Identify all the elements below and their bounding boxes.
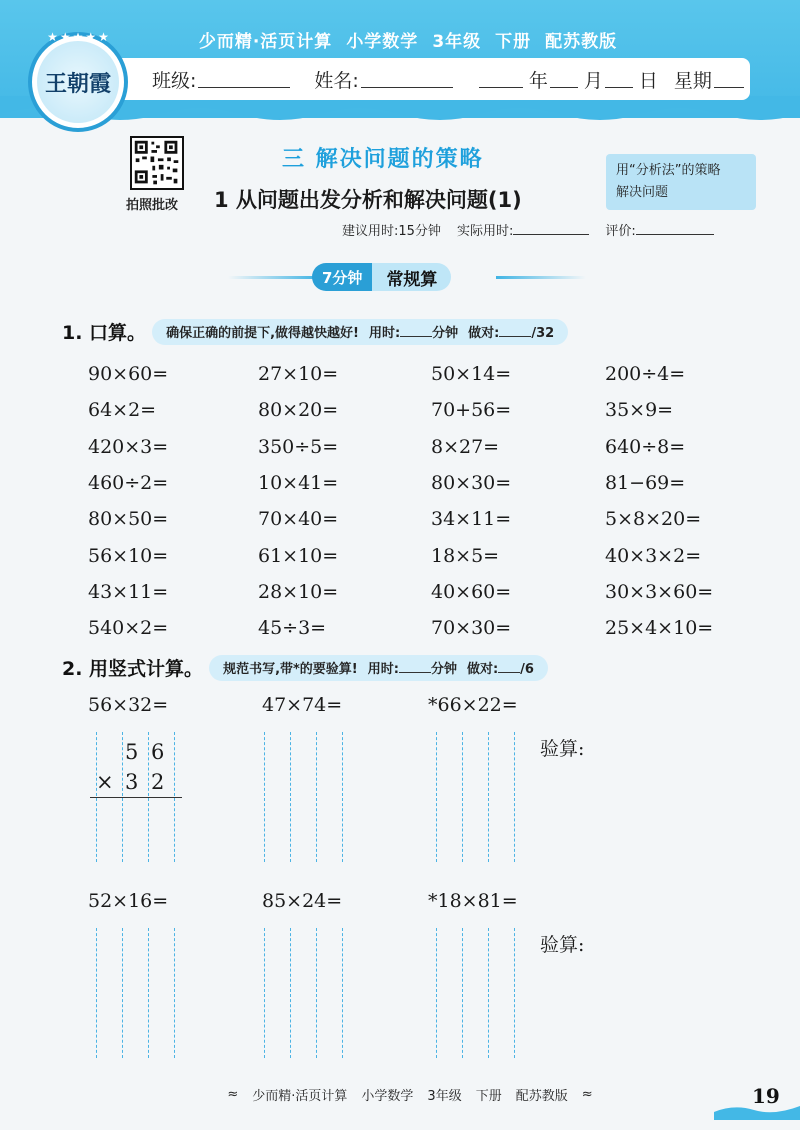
- strategy-tip-box: [606, 154, 756, 210]
- mental-math-item: 10×41=: [258, 472, 339, 495]
- q2-correct-label: 做对:: [466, 662, 499, 677]
- mental-math-item: 5×8×20=: [605, 508, 702, 531]
- vertical-calc-expression: *66×22=: [428, 694, 518, 716]
- mental-math-item: 420×3=: [88, 435, 169, 458]
- mental-math-item: 8×27=: [431, 435, 500, 458]
- dashed-guide: [342, 732, 343, 862]
- example-digit: 5: [125, 740, 139, 764]
- weekday-label: 星期: [673, 69, 712, 92]
- q2-time-field[interactable]: [399, 661, 431, 673]
- name-field[interactable]: [361, 70, 453, 88]
- mental-math-item: 80×20=: [258, 399, 339, 422]
- brand-logo: [28, 32, 128, 132]
- q2-total: /6: [520, 662, 534, 677]
- mental-math-item: 70×30=: [431, 617, 512, 640]
- mental-math-item: 640÷8=: [605, 435, 686, 458]
- q2-hint: 规范书写,带*的要验算!: [223, 662, 358, 677]
- unit-title: 三 解决问题的策略: [282, 147, 484, 172]
- mental-math-item: 70×40=: [258, 508, 339, 531]
- student-info-panel: [110, 58, 750, 100]
- q1-time-label: 用时:: [368, 326, 401, 341]
- vertical-calc-expression: *18×81=: [428, 890, 518, 912]
- dashed-guide: [316, 732, 317, 862]
- class-label: 班级:: [152, 69, 197, 92]
- banner-item-edition: 配苏教版: [545, 31, 618, 52]
- rating-field[interactable]: [636, 221, 714, 235]
- name-label: 姓名:: [314, 69, 359, 92]
- vertical-calc-expression: 85×24=: [262, 890, 343, 912]
- lesson-title: 1 从问题出发分析和解决问题(1): [214, 188, 522, 212]
- q2-header: [62, 654, 548, 681]
- dashed-guide: [264, 732, 265, 862]
- q1-time-unit: 分钟: [432, 326, 459, 341]
- mental-math-item: 81−69=: [605, 472, 686, 495]
- mental-math-item: 460÷2=: [88, 472, 169, 495]
- check-label: 验算:: [540, 738, 585, 760]
- mental-math-item: 70+56=: [431, 399, 512, 422]
- dashed-guide: [436, 732, 437, 862]
- vertical-calc-expression: 56×32=: [88, 694, 169, 716]
- logo-stars-icon: ★★★★★: [47, 30, 111, 44]
- dashed-guide: [436, 928, 437, 1058]
- mental-math-item: 40×60=: [431, 580, 512, 603]
- mental-math-item: 40×3×2=: [605, 544, 702, 567]
- mental-math-item: 56×10=: [88, 544, 169, 567]
- mental-math-item: 61×10=: [258, 544, 339, 567]
- day-field[interactable]: [605, 70, 633, 88]
- q1-total: /32: [531, 326, 555, 341]
- q1-time-field[interactable]: [400, 325, 432, 337]
- q2-time-label: 用时:: [367, 662, 399, 677]
- banner-item-series: 少而精·活页计算: [198, 31, 333, 52]
- dashed-guide: [514, 732, 515, 862]
- section-minutes: 7分钟: [312, 263, 372, 291]
- q2-hint-pill: [209, 655, 548, 681]
- vertical-calc-expression: 52×16=: [88, 890, 169, 912]
- tip-line-2: 解决问题: [616, 185, 669, 200]
- year-field[interactable]: [479, 70, 523, 88]
- q1-hint-pill: [152, 319, 568, 345]
- banner-item-grade: 3年级: [432, 31, 482, 52]
- dashed-guide: [148, 928, 149, 1058]
- header-banner: [188, 22, 628, 56]
- month-field[interactable]: [550, 70, 578, 88]
- day-label: 日: [638, 69, 658, 92]
- logo-text: 王朝霞: [37, 41, 119, 123]
- mental-math-item: 18×5=: [431, 544, 500, 567]
- year-label: 年: [528, 69, 548, 92]
- q1-correct-label: 做对:: [468, 326, 500, 341]
- example-digit: 2: [151, 770, 165, 794]
- q2-time-unit: 分钟: [430, 662, 457, 677]
- footer-wave-icon: ≈: [227, 1086, 239, 1102]
- weekday-field[interactable]: [714, 70, 744, 88]
- mental-math-item: 34×11=: [431, 508, 512, 531]
- dashed-guide: [96, 928, 97, 1058]
- qr-code-icon[interactable]: [130, 136, 184, 190]
- dashed-guide: [316, 928, 317, 1058]
- section-name: 常规算: [372, 263, 451, 291]
- section-divider-right: [496, 276, 586, 279]
- dashed-guide: [488, 732, 489, 862]
- mental-math-item: 25×4×10=: [605, 617, 714, 640]
- example-sign: ×: [96, 770, 114, 794]
- footer-item: 3年级: [427, 1088, 462, 1104]
- mental-math-item: 80×30=: [431, 472, 512, 495]
- page-swoosh-icon: [714, 1100, 800, 1120]
- dashed-guide: [462, 928, 463, 1058]
- mental-math-item: 27×10=: [258, 363, 339, 386]
- mental-math-item: 43×11=: [88, 580, 169, 603]
- actual-time-field[interactable]: [513, 221, 589, 235]
- qr-caption: 拍照批改: [126, 198, 179, 213]
- tip-line-1: 用“分析法”的策略: [616, 163, 721, 178]
- mental-math-item: 28×10=: [258, 580, 339, 603]
- suggested-time: 建议用时:15分钟: [342, 224, 441, 239]
- mental-math-item: 30×3×60=: [605, 580, 714, 603]
- example-digit: 6: [151, 740, 165, 764]
- q2-number: 2. 用竖式计算。: [62, 658, 204, 680]
- dashed-guide: [514, 928, 515, 1058]
- mental-math-item: 45÷3=: [258, 617, 327, 640]
- footer-item: 下册: [475, 1088, 502, 1104]
- q1-number: 1. 口算。: [62, 322, 147, 344]
- dashed-guide: [264, 928, 265, 1058]
- dashed-guide: [174, 928, 175, 1058]
- mental-math-grid: [88, 356, 728, 646]
- mental-math-item: 540×2=: [88, 617, 169, 640]
- month-label: 月: [583, 69, 603, 92]
- page-number: 19: [752, 1084, 780, 1108]
- q1-header: [62, 318, 568, 345]
- mental-math-item: 350÷5=: [258, 435, 339, 458]
- dashed-guide: [462, 732, 463, 862]
- mental-math-item: 90×60=: [88, 363, 169, 386]
- q2-correct-field[interactable]: [498, 661, 520, 673]
- q1-hint: 确保正确的前提下,做得越快越好!: [166, 326, 359, 341]
- example-result-line: [90, 797, 182, 798]
- banner-item-volume: 下册: [495, 31, 532, 52]
- dashed-guide: [290, 928, 291, 1058]
- footer: [210, 1082, 610, 1106]
- footer-item: 配苏教版: [515, 1088, 568, 1104]
- dashed-guide: [488, 928, 489, 1058]
- check-label: 验算:: [540, 934, 585, 956]
- rating-label: 评价:: [605, 224, 636, 239]
- section-banner: [312, 262, 502, 292]
- footer-wave-icon: ≈: [581, 1086, 593, 1102]
- mental-math-item: 200÷4=: [605, 363, 686, 386]
- section-divider-left: [228, 276, 318, 279]
- class-field[interactable]: [198, 70, 290, 88]
- q1-correct-field[interactable]: [499, 325, 531, 337]
- example-digit: 3: [125, 770, 139, 794]
- footer-item: 少而精·活页计算: [252, 1088, 348, 1104]
- dashed-guide: [342, 928, 343, 1058]
- banner-item-subject: 小学数学: [346, 31, 419, 52]
- time-info-line: [342, 220, 714, 239]
- mental-math-item: 80×50=: [88, 508, 169, 531]
- dashed-guide: [290, 732, 291, 862]
- dashed-guide: [122, 928, 123, 1058]
- actual-time-label: 实际用时:: [456, 224, 514, 239]
- vertical-calc-expression: 47×74=: [262, 694, 343, 716]
- mental-math-item: 64×2=: [88, 399, 157, 422]
- mental-math-item: 50×14=: [431, 363, 512, 386]
- mental-math-item: 35×9=: [605, 399, 674, 422]
- footer-item: 小学数学: [361, 1088, 414, 1104]
